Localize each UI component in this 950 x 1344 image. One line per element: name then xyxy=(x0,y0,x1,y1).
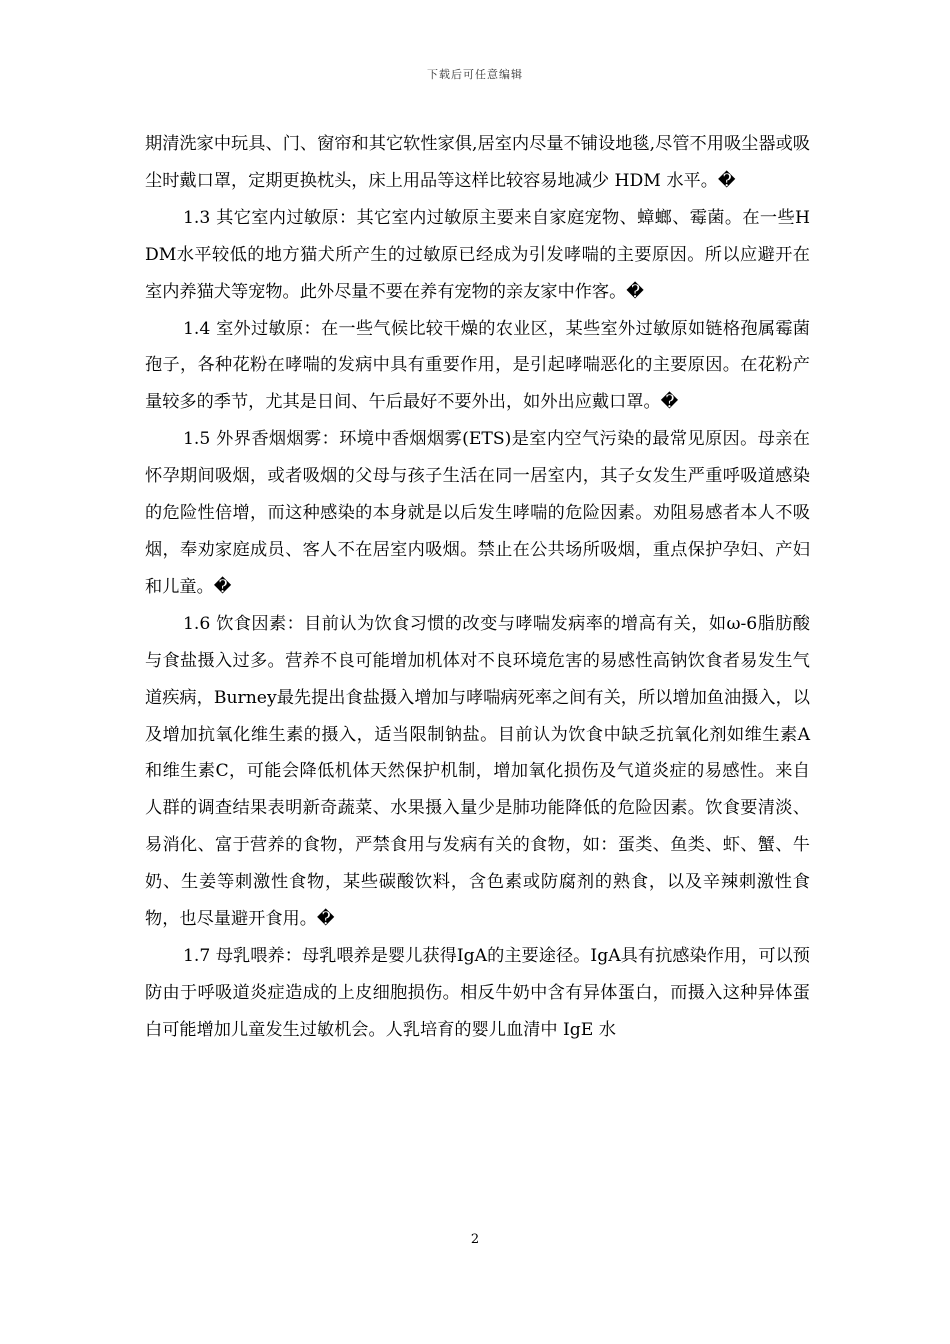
paragraph-indoor-allergens: 1.3 其它室内过敏原：其它室内过敏原主要来自家庭宠物、蟑螂、霉菌。在一些HDM水平较低的地方猫犬所产生的过敏原已经成为引发哮喘的主要原因。所以应避开在室内养猫犬等宠物。此外尽量不要在养有宠物的亲友家中作客。� xyxy=(145,207,810,302)
paragraph-outdoor-allergens: 1.4 室外过敏原：在一些气候比较干燥的农业区，某些室外过敏原如链格孢属霉菌孢子，各种花粉在哮喘的发病中具有重要作用，是引起哮喘恶化的主要原因。在花粉产量较多的季节，尤其是日间、午后最好不要外出，如外出应戴口罩。� xyxy=(145,318,810,413)
paragraph-breastfeeding: 1.7 母乳喂养：母乳喂养是婴儿获得IgA的主要途径。IgA具有抗感染作用，可以预防由于呼吸道炎症造成的上皮细胞损伤。相反牛奶中含有异体蛋白，而摄入这种异体蛋白可能增加儿童发生过敏机会。人乳培育的婴儿血清中 IgE 水 xyxy=(145,945,810,1040)
page-header: 下载后可任意编辑 xyxy=(427,68,523,81)
paragraph-tobacco-smoke: 1.5 外界香烟烟雾：环境中香烟烟雾(ETS)是室内空气污染的最常见原因。母亲在怀孕期间吸烟，或者吸烟的父母与孩子生活在同一居室内，其子女发生严重呼吸道感染的危险性倍增，而这种感染的本身就是以后发生哮喘的危险因素。劝阻易感者本人不吸烟，奉劝家庭成员、客人不在居室内吸烟。禁止在公共场所吸烟，重点保护孕妇、产妇和儿童。� xyxy=(145,429,810,597)
paragraph-continuation: 期清洗家中玩具、门、窗帘和其它软性家俱,居室内尽量不铺设地毯,尽管不用吸尘器或吸尘时戴口罩，定期更换枕头，床上用品等这样比较容易地减少 HDM 水平。� xyxy=(145,134,810,191)
document-body xyxy=(145,126,810,1049)
paragraph-diet-factors: 1.6 饮食因素：目前认为饮食习惯的改变与哮喘发病率的增高有关，如ω-6脂肪酸与食盐摄入过多。营养不良可能增加机体对不良环境危害的易感性高钠饮食者易发生气道疾病，Burney最先提出食盐摄入增加与哮喘病死率之间有关，所以增加鱼油摄入，以及增加抗氧化维生素的摄入，适当限制钠盐。目前认为饮食中缺乏抗氧化剂如维生素A和维生素C，可能会降低机体天然保护机制，增加氧化损伤及气道炎症的易感性。来自人群的调查结果表明新奇蔬菜、水果摄入量少是肺功能降低的危险因素。饮食要清淡、易消化、富于营养的食物，严禁食用与发病有关的食物，如：蛋类、鱼类、虾、蟹、牛奶、生姜等刺激性食物，某些碳酸饮料，含色素或防腐剂的熟食，以及辛辣刺激性食物，也尽量避开食用。� xyxy=(145,613,810,930)
page-number: 2 xyxy=(470,1232,480,1247)
